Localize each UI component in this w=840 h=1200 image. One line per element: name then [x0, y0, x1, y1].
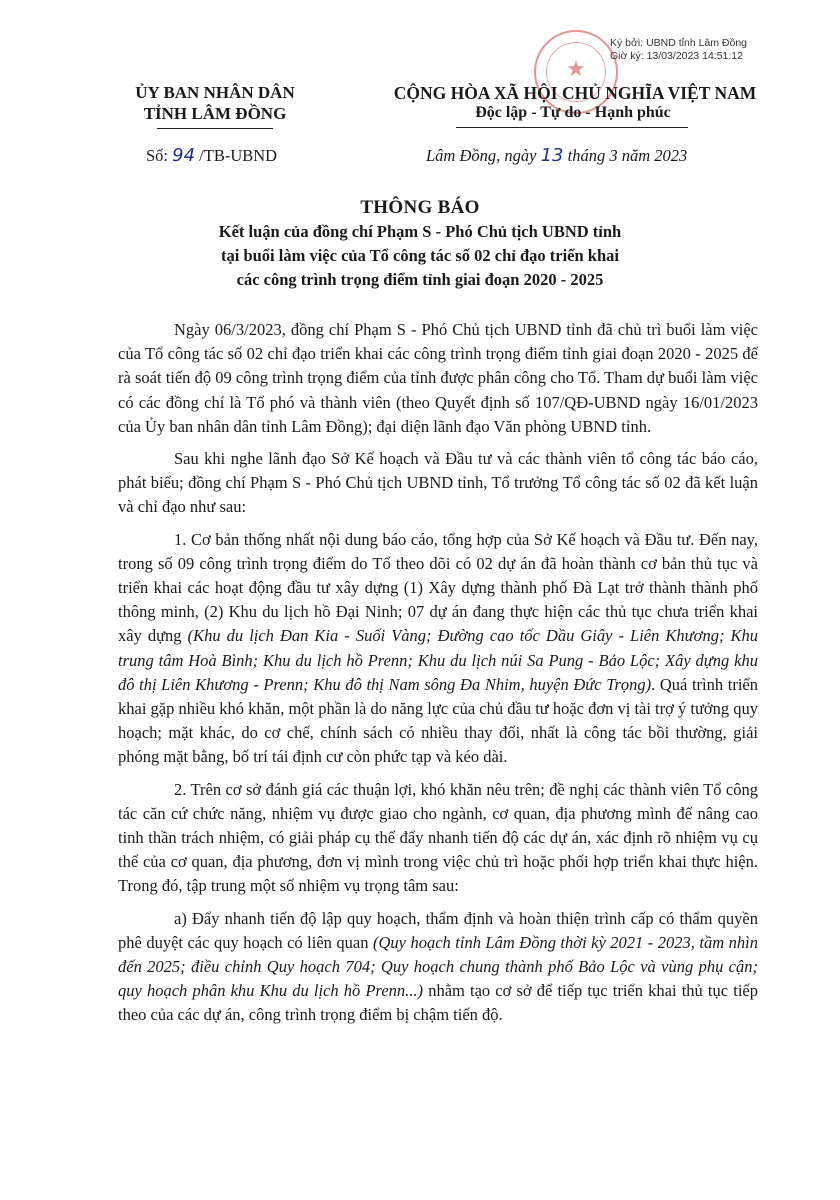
- title-subject-line2: tại buổi làm việc của Tổ công tác số 02 chỉ đạo triển khai: [221, 246, 619, 265]
- org-name-line1: ỦY BAN NHÂN DÂN: [135, 83, 295, 102]
- document-number: [146, 145, 277, 166]
- nation-motto-line1: CỘNG HÒA XÃ HỘI CHỦ NGHĨA VIỆT NAM: [393, 83, 757, 103]
- date-suffix: tháng 3 năm 2023: [567, 146, 688, 165]
- digital-signature-info: [610, 37, 747, 63]
- title-subject-line1: Kết luận của đồng chí Phạm S - Phó Chủ tịch UBND tỉnh: [218, 222, 622, 241]
- document-body: [118, 318, 758, 1034]
- nation-motto-line2: Độc lập - Tự do - Hạnh phúc: [475, 104, 671, 121]
- paragraph-item-2a: [118, 907, 758, 1028]
- item-1-text-a: 1. Cơ bản thống nhất nội dung báo cáo, tổng hợp của Sở Kế hoạch và Đầu tư. Đến nay, trong số 09 công trình trọng điểm do Tổ theo dõi có 02 dự án đã hoàn thành cơ bản thủ tục và triển khai các hoạt động đầu tư xây dựng (1) Xây dựng thành phố Đà Lạt trở thành thành phố thông minh, (2) Khu du lịch hồ Đại Ninh; 07 dự án đang thực hiện các thủ tục chưa triển khai xây dựng: [118, 529, 758, 646]
- paragraph-intro: Ngày 06/3/2023, đồng chí Phạm S - Phó Chủ tịch UBND tỉnh đã chủ trì buổi làm việc của Tổ công tác số 02 chỉ đạo triển khai các công trình trọng điểm tỉnh giai đoạn 2020 - 2025 để rà soát tiến độ 09 công trình trọng điểm của tỉnh được phân công cho Tổ. Tham dự buổi làm việc có các đồng chí là Tổ phó và thành viên (theo Quyết định số 107/QĐ-UBND ngày 16/01/2023 của Ủy ban nhân dân tỉnh Lâm Đồng); đại diện lãnh đạo Văn phòng UBND tỉnh.: [118, 320, 758, 436]
- item-2a-text-b: nhằm tạo cơ sở để tiếp tục triển khai thủ tục tiếp theo của các dự án, công trình trọng điểm bị chậm tiến độ.: [118, 981, 758, 1025]
- title-subject-line3: các công trình trọng điểm tỉnh giai đoạn 2020 - 2025: [236, 270, 604, 289]
- item-2a-text-a: a) Đẩy nhanh tiến độ lập quy hoạch, thẩm định và hoàn thiện trình cấp có thẩm quyền phê duyệt các quy hoạch có liên quan: [118, 908, 758, 952]
- document-title: THÔNG BÁO: [360, 197, 480, 218]
- signed-time: Giờ ký: 13/03/2023 14:51:12: [610, 50, 743, 62]
- official-seal-icon: ★: [534, 30, 618, 114]
- date-prefix: Lâm Đồng, ngày: [426, 146, 537, 165]
- number-suffix: /TB-UBND: [199, 146, 278, 165]
- item-1-project-list: (Khu du lịch Đan Kia - Suối Vàng; Đường cao tốc Dầu Giây - Liên Khương; Khu trung tâm Hoà Bình; Khu du lịch hồ Prenn; Khu du lịch núi Sa Pung - Bảo Lộc; Xây dựng khu đô thị Liên Khương - Prenn; Khu đô thị Nam sông Đa Nhim, huyện Đức Trọng): [118, 626, 758, 694]
- item-2a-plan-list: (Quy hoạch tỉnh Lâm Đồng thời kỳ 2021 - 2023, tầm nhìn đến 2025; điều chỉnh Quy hoạch 704; Quy hoạch chung thành phố Bảo Lộc và vùng phụ cận; quy hoạch phân khu Khu du lịch hồ Prenn...): [118, 932, 758, 1001]
- number-prefix: Số:: [146, 146, 169, 165]
- signed-by: Ký bởi: UBND tỉnh Lâm Đồng: [610, 37, 748, 49]
- org-name-line2: TỈNH LÂM ĐỒNG: [143, 104, 287, 123]
- handwritten-day: 13: [540, 145, 564, 166]
- paragraph-item-1: [118, 528, 758, 770]
- nation-underline: [456, 127, 688, 128]
- paragraph-conclusion-lead: Sau khi nghe lãnh đạo Sở Kế hoạch và Đầu tư và các thành viên tổ công tác báo cáo, phát biểu; đồng chí Phạm S - Phó Chủ tịch UBND tỉnh, Tổ trưởng Tổ công tác số 02 đã kết luận và chỉ đạo như sau:: [118, 449, 758, 517]
- item-1-text-b: . Quá trình triển khai gặp nhiều khó khăn, một phần là do năng lực của chủ đầu tư hoặc đơn vị tài trợ ý tưởng quy hoạch; mặt khác, do cơ chế, chính sách có nhiều thay đổi, nhất là công tác bồi thường, giải phóng mặt bằng, bố trí tái định cư còn phức tạp và kéo dài.: [118, 674, 758, 767]
- handwritten-number: 94: [172, 145, 196, 166]
- org-underline: [157, 128, 273, 129]
- document-date: [426, 145, 687, 166]
- paragraph-item-2: 2. Trên cơ sở đánh giá các thuận lợi, khó khăn nêu trên; đề nghị các thành viên Tổ công tác căn cứ chức năng, nhiệm vụ được giao cho ngành, cơ quan, địa phương mình để nâng cao tinh thần trách nhiệm, có giải pháp cụ thể đẩy nhanh tiến độ các dự án, xác định rõ nhiệm vụ cụ thể của cơ quan, địa phương, đơn vị mình trong việc chủ trì hoặc phối hợp triển khai thực hiện. Trong đó, tập trung một số nhiệm vụ trọng tâm sau:: [118, 779, 758, 896]
